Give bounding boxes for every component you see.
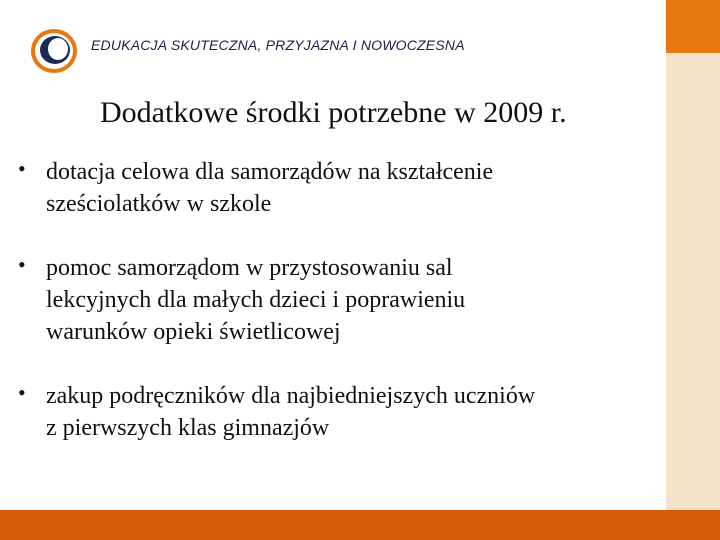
bullet-icon: • — [18, 252, 26, 277]
bullet-line: zakup podręczników dla najbiedniejszych uczniów — [46, 383, 536, 409]
list-item — [18, 380, 658, 444]
bottom-accent-bar — [0, 510, 720, 540]
bullet-icon: • — [18, 156, 26, 181]
bullet-list — [18, 156, 658, 476]
list-item — [18, 156, 658, 220]
slide-title: Dodatkowe środki potrzebne w 2009 r. — [100, 96, 567, 129]
bullet-line: pomoc samorządom w przystosowaniu sal — [46, 255, 453, 281]
bullet-line: warunków opieki świetlicowej — [46, 319, 341, 345]
bullet-icon: • — [18, 380, 26, 405]
bullet-line: dotacja celowa dla samorządów na kształcenie — [46, 159, 494, 185]
header-tagline: EDUKACJA SKUTECZNA, PRZYJAZNA I NOWOCZESNA — [91, 37, 465, 53]
right-accent-bar-top — [666, 0, 720, 53]
bullet-line: lekcyjnych dla małych dzieci i poprawieniu — [46, 287, 466, 313]
right-accent-bar — [666, 53, 720, 510]
list-item — [18, 252, 658, 348]
ring-logo-icon — [29, 26, 81, 76]
bullet-line: z pierwszych klas gimnazjów — [46, 415, 330, 441]
bullet-line: sześciolatków w szkole — [46, 191, 272, 217]
